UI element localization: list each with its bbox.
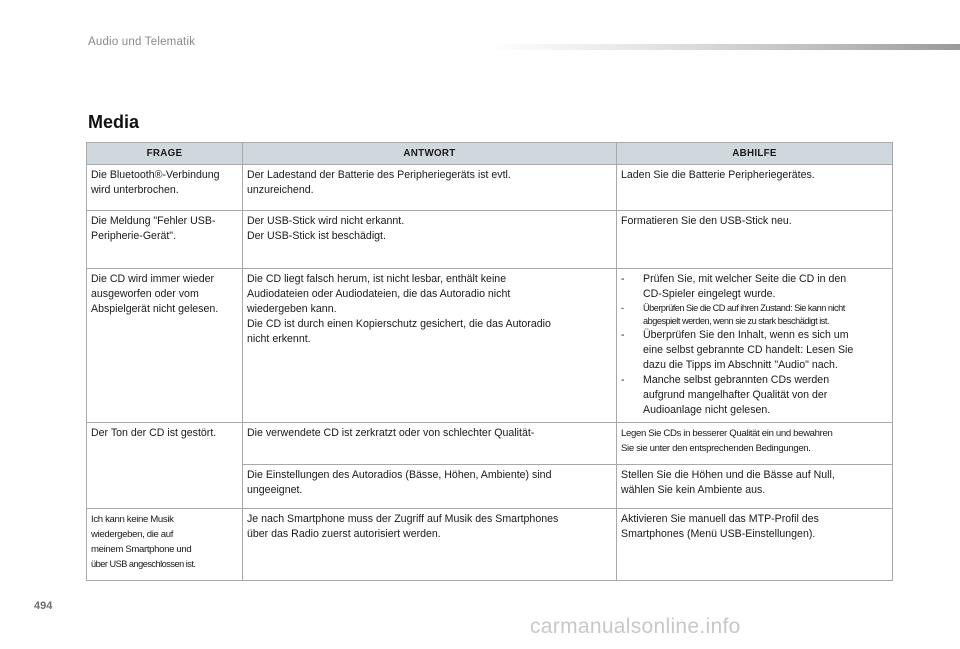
bullet-dash: - <box>621 374 625 386</box>
remedy-text: Manche selbst gebrannten CDs werden <box>643 374 830 386</box>
chapter-title: Audio und Telematik <box>88 36 196 48</box>
remedy-list <box>621 272 888 418</box>
remedy-text: Überprüfen Sie die CD auf ihren Zustand: Sie kann nicht <box>643 303 845 313</box>
list-item <box>621 373 888 418</box>
remedy-text: CD-Spieler eingelegt wurde. <box>643 288 776 300</box>
bullet-dash: - <box>621 273 625 285</box>
answer-text: Die CD liegt falsch herum, ist nicht lesbar, enthält keine <box>247 273 507 285</box>
answer-text: Die Einstellungen des Autoradios (Bässe, Höhen, Ambiente) sind <box>247 469 552 481</box>
remedy-text: Aktivieren Sie manuell das MTP-Profil des <box>621 513 819 525</box>
question-text: Der Ton der CD ist gestört. <box>91 427 217 439</box>
answer-text: wiedergeben kann. <box>247 303 337 315</box>
remedy-cell <box>617 465 893 509</box>
answer-cell <box>243 423 617 465</box>
answer-cell <box>243 269 617 423</box>
question-cell <box>87 423 243 509</box>
answer-text: unzureichend. <box>247 184 314 196</box>
answer-text: ungeeignet. <box>247 484 303 496</box>
remedy-text: Prüfen Sie, mit welcher Seite die CD in den <box>643 273 847 285</box>
remedy-text: wählen Sie kein Ambiente aus. <box>621 484 766 496</box>
answer-text: Der USB-Stick ist beschädigt. <box>247 230 386 242</box>
question-text: Abspielgerät nicht gelesen. <box>91 303 219 315</box>
remedy-cell <box>617 165 893 211</box>
remedy-text: Überprüfen Sie den Inhalt, wenn es sich um <box>643 329 849 341</box>
page-number: 494 <box>34 600 53 612</box>
answer-text: Der Ladestand der Batterie des Peripheriegeräts ist evtl. <box>247 169 511 181</box>
header-gradient-bar <box>488 44 960 50</box>
table-row <box>87 509 893 581</box>
question-text: Die CD wird immer wieder <box>91 273 215 285</box>
list-item <box>621 302 888 328</box>
table-header-row <box>87 143 893 165</box>
remedy-text: Laden Sie die Batterie Peripheriegerätes. <box>621 169 815 181</box>
answer-text: Die CD ist durch einen Kopierschutz gesichert, die das Autoradio <box>247 318 551 330</box>
list-item <box>621 328 888 373</box>
faq-table <box>86 142 893 581</box>
column-header-question: FRAGE <box>87 143 243 165</box>
remedy-text: dazu die Tipps im Abschnitt "Audio" nach. <box>643 359 838 371</box>
answer-cell <box>243 165 617 211</box>
question-text: ausgeworfen oder vom <box>91 288 199 300</box>
question-cell <box>87 211 243 269</box>
column-header-remedy: ABHILFE <box>617 143 893 165</box>
remedy-cell <box>617 211 893 269</box>
remedy-cell <box>617 423 893 465</box>
answer-text: Die verwendete CD ist zerkratzt oder von schlechter Qualität- <box>247 427 535 439</box>
question-text: Peripherie-Gerät". <box>91 230 177 242</box>
answer-text: Der USB-Stick wird nicht erkannt. <box>247 215 405 227</box>
column-header-answer: ANTWORT <box>243 143 617 165</box>
question-text: über USB angeschlossen ist. <box>91 559 196 569</box>
question-text: meinem Smartphone und <box>91 544 192 555</box>
remedy-text: Formatieren Sie den USB-Stick neu. <box>621 215 792 227</box>
question-cell <box>87 509 243 581</box>
remedy-text: Smartphones (Menü USB-Einstellungen). <box>621 528 816 540</box>
remedy-text: Sie sie unter den entsprechenden Bedingungen. <box>621 443 811 454</box>
answer-cell <box>243 509 617 581</box>
answer-text: nicht erkennt. <box>247 333 311 345</box>
answer-text: über das Radio zuerst autorisiert werden. <box>247 528 441 540</box>
watermark: carmanualsonline.info <box>530 615 741 638</box>
table-row <box>87 211 893 269</box>
question-cell <box>87 165 243 211</box>
question-text: Die Bluetooth®-Verbindung <box>91 169 220 181</box>
question-cell <box>87 269 243 423</box>
remedy-text: Legen Sie CDs in besserer Qualität ein und bewahren <box>621 428 833 439</box>
remedy-cell <box>617 269 893 423</box>
bullet-dash: - <box>621 303 624 313</box>
answer-text: Audiodateien oder Audiodateien, die das Autoradio nicht <box>247 288 511 300</box>
table-row <box>87 165 893 211</box>
remedy-text: Audioanlage nicht gelesen. <box>643 404 771 416</box>
remedy-text: abgespielt werden, wenn sie zu stark beschädigt ist. <box>643 316 829 326</box>
answer-cell <box>243 211 617 269</box>
question-text: Die Meldung "Fehler USB- <box>91 215 216 227</box>
section-title: Media <box>88 112 140 132</box>
table-row <box>87 423 893 465</box>
remedy-cell <box>617 509 893 581</box>
answer-text: Je nach Smartphone muss der Zugriff auf Musik des Smartphones <box>247 513 559 525</box>
table-row <box>87 269 893 423</box>
answer-cell <box>243 465 617 509</box>
question-text: Ich kann keine Musik <box>91 514 174 525</box>
bullet-dash: - <box>621 329 625 341</box>
question-text: wird unterbrochen. <box>91 184 179 196</box>
question-text: wiedergeben, die auf <box>91 529 174 540</box>
remedy-text: eine selbst gebrannte CD handelt: Lesen Sie <box>643 344 854 356</box>
remedy-text: Stellen Sie die Höhen und die Bässe auf Null, <box>621 469 835 481</box>
remedy-text: aufgrund mangelhafter Qualität von der <box>643 389 828 401</box>
list-item <box>621 272 888 302</box>
